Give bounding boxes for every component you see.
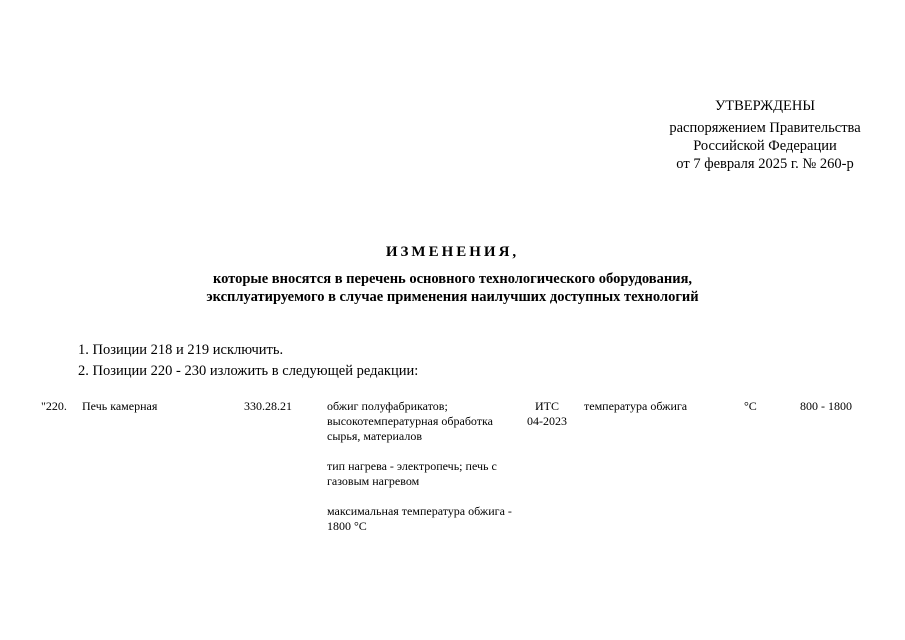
- list-item-1: 1. Позиции 218 и 219 исключить.: [78, 342, 284, 358]
- parameter-unit: °C: [744, 399, 757, 413]
- approval-line-1: распоряжением Правительства: [669, 120, 861, 136]
- approval-block: [640, 97, 890, 173]
- description-paragraph: обжиг полуфабрикатов; высокотемпературная обработка сырья, материалов: [327, 399, 493, 443]
- its-reference: [524, 399, 570, 429]
- subtitle-line-2: эксплуатируемого в случае применения наилучших доступных технологий: [206, 289, 699, 305]
- parameter-name: температура обжига: [584, 399, 688, 413]
- description-paragraph: тип нагрева - электропечь; печь с газовым нагревом: [327, 459, 497, 488]
- document-title: ИЗМЕНЕНИЯ,: [385, 244, 520, 260]
- equipment-name: Печь камерная: [82, 399, 158, 413]
- row-number: "220.: [41, 399, 67, 413]
- subtitle-line-1: которые вносятся в перечень основного технологического оборудования,: [212, 271, 693, 287]
- document-subtitle: [0, 270, 905, 306]
- parameter-range: 800 - 1800: [800, 399, 852, 413]
- its-number: 04-2023: [527, 414, 567, 428]
- its-label: ИТС: [535, 399, 559, 413]
- description-paragraph: максимальная температура обжига - 1800 °C: [327, 504, 512, 533]
- equipment-description: [327, 399, 512, 549]
- approval-line-2: Российской Федерации: [693, 138, 837, 154]
- approval-line-3: от 7 февраля 2025 г. № 260-р: [676, 156, 854, 172]
- equipment-code: 330.28.21: [244, 399, 292, 413]
- list-item-2: 2. Позиции 220 - 230 изложить в следующей редакции:: [78, 363, 419, 379]
- approval-heading: УТВЕРЖДЕНЫ: [714, 98, 816, 114]
